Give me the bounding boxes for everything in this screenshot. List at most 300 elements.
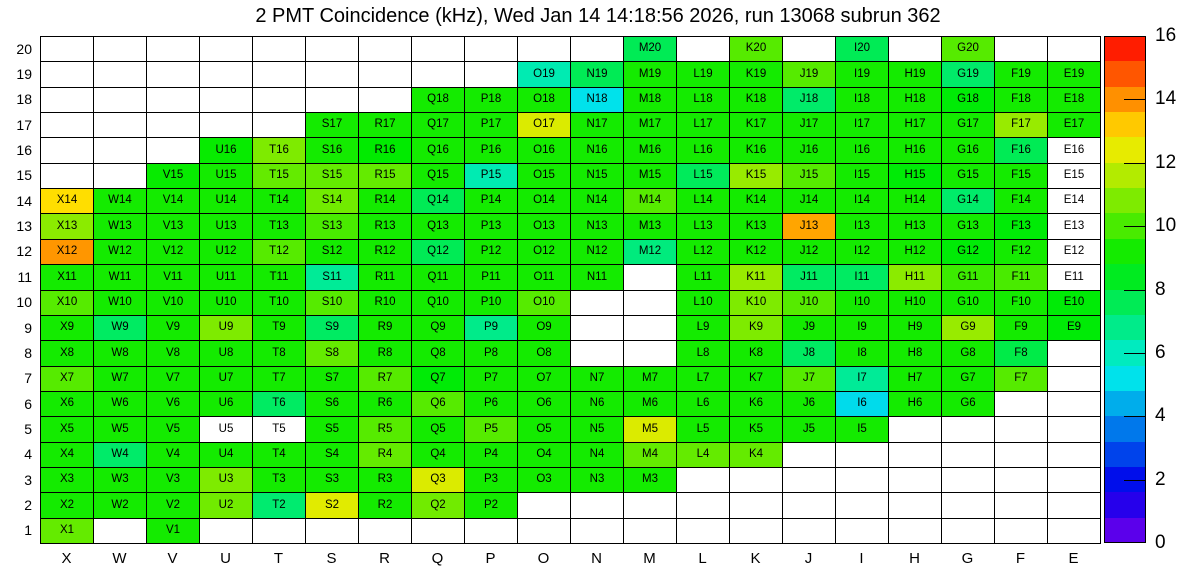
grid-cell-empty (358, 61, 412, 88)
cell-label: K16 (745, 143, 767, 156)
cell-label: O12 (533, 245, 555, 258)
grid-cell (146, 290, 200, 316)
cell-label: Q4 (430, 448, 446, 461)
cell-label: P17 (480, 118, 502, 131)
grid-cell-empty (199, 87, 253, 113)
colorbar-tick (1124, 99, 1146, 100)
grid-cell-empty (40, 112, 94, 138)
grid-cell (93, 391, 147, 417)
cell-label: H9 (907, 321, 923, 334)
cell-label: N5 (589, 422, 605, 435)
grid-cell (623, 112, 677, 138)
cell-label: X5 (59, 422, 75, 435)
column-label: V (167, 550, 178, 567)
grid-cell (199, 239, 253, 265)
cell-label: I18 (854, 93, 870, 106)
grid-cell (358, 290, 412, 316)
colorbar-tick-label: 14 (1155, 88, 1177, 110)
grid-cell (676, 416, 730, 443)
grid-cell (358, 213, 412, 240)
grid-cell-empty (782, 492, 836, 519)
grid-cell-empty (888, 36, 942, 62)
grid-cell (199, 163, 253, 189)
grid-cell (835, 416, 889, 443)
grid-cell (941, 264, 995, 291)
grid-cell-empty (888, 518, 942, 544)
cell-label: L10 (693, 296, 713, 309)
grid-cell (676, 366, 730, 392)
cell-label: V11 (163, 270, 183, 283)
grid-cell (676, 112, 730, 138)
grid-cell (570, 391, 624, 417)
grid-cell-empty (835, 518, 889, 544)
grid-cell (782, 315, 836, 341)
grid-cell (570, 442, 624, 468)
grid-cell (517, 213, 571, 240)
grid-cell (729, 239, 783, 265)
column-label: J (804, 550, 813, 567)
cell-label: T7 (272, 372, 286, 385)
grid-cell (358, 467, 412, 493)
grid-cell (411, 366, 465, 392)
cell-label: O16 (533, 143, 555, 156)
grid-cell (252, 467, 306, 493)
cell-label: S16 (321, 143, 343, 156)
grid-cell-empty (994, 36, 1048, 62)
cell-label: M12 (638, 245, 662, 258)
grid-cell (888, 188, 942, 214)
row-label: 1 (24, 522, 32, 539)
cell-label: P3 (483, 473, 499, 486)
grid-cell (411, 492, 465, 519)
grid-cell (1047, 61, 1101, 88)
cell-label: I17 (854, 118, 870, 131)
column-label: X (61, 550, 72, 567)
grid-cell (729, 340, 783, 367)
grid-cell (1047, 264, 1101, 291)
cell-label: J5 (802, 422, 816, 435)
cell-label: S9 (324, 321, 340, 334)
grid-cell-empty (676, 467, 730, 493)
grid-cell (146, 442, 200, 468)
grid-cell (305, 163, 359, 189)
cell-label: I6 (857, 397, 867, 410)
grid-cell (93, 239, 147, 265)
cell-label: J12 (799, 245, 819, 258)
cell-label: L9 (696, 321, 710, 334)
grid-cell (517, 61, 571, 88)
cell-label: P13 (480, 219, 502, 232)
grid-cell-empty (93, 87, 147, 113)
grid-cell (888, 391, 942, 417)
cell-label: M6 (642, 397, 658, 410)
grid-cell-empty (994, 391, 1048, 417)
cell-label: J14 (799, 194, 819, 207)
cell-label: P10 (480, 296, 502, 309)
cell-label: K12 (745, 245, 767, 258)
cell-label: R8 (377, 346, 393, 359)
cell-label: W9 (111, 321, 129, 334)
grid-cell (199, 213, 253, 240)
column-label: E (1068, 550, 1079, 567)
row-label: 10 (16, 294, 32, 311)
grid-cell-empty (623, 315, 677, 341)
grid-cell (570, 264, 624, 291)
colorbar-tick (1124, 36, 1146, 37)
row-label: 5 (24, 420, 32, 437)
grid-cell (676, 213, 730, 240)
column-label: M (643, 550, 656, 567)
grid-cell (1047, 112, 1101, 138)
grid-cell-empty (570, 518, 624, 544)
cell-label: V7 (165, 372, 181, 385)
grid-cell-empty (782, 442, 836, 468)
row-label: 14 (16, 192, 32, 209)
grid-cell (358, 188, 412, 214)
grid-cell (93, 315, 147, 341)
cell-label: H17 (904, 118, 926, 131)
cell-label: K15 (745, 169, 767, 182)
grid-cell (146, 213, 200, 240)
grid-cell (93, 492, 147, 519)
grid-cell-empty (676, 492, 730, 519)
grid-cell-empty (623, 264, 677, 291)
cell-label: I7 (857, 372, 867, 385)
cell-label: K8 (748, 346, 764, 359)
cell-label: P11 (481, 270, 501, 283)
cell-label: K10 (745, 296, 767, 309)
cell-label: K19 (745, 67, 767, 80)
grid-cell (729, 315, 783, 341)
grid-cell (994, 188, 1048, 214)
cell-label: L19 (693, 67, 713, 80)
grid-cell (411, 188, 465, 214)
cell-label: N18 (586, 93, 608, 106)
grid-cell (40, 340, 94, 367)
cell-label: W14 (108, 194, 132, 207)
column-label: I (859, 550, 864, 567)
grid-cell-empty (782, 518, 836, 544)
cell-label: H19 (904, 67, 926, 80)
grid-cell (146, 518, 200, 544)
cell-label: S7 (324, 372, 340, 385)
cell-label: X10 (56, 296, 78, 309)
grid-cell (835, 137, 889, 164)
cell-label: L16 (693, 143, 713, 156)
cell-label: M7 (642, 372, 658, 385)
cell-label: N3 (589, 473, 605, 486)
cell-label: I10 (854, 296, 870, 309)
cell-label: I9 (857, 321, 867, 334)
cell-label: R2 (377, 498, 393, 511)
column-label: U (220, 550, 231, 567)
colorbar-tick (1124, 353, 1146, 354)
cell-label: M3 (642, 473, 658, 486)
grid-cell-empty (146, 36, 200, 62)
grid-cell (1047, 290, 1101, 316)
grid-cell (40, 518, 94, 544)
cell-label: W4 (111, 448, 129, 461)
cell-label: Q9 (430, 321, 446, 334)
cell-label: G18 (957, 93, 979, 106)
grid-cell (305, 391, 359, 417)
grid-cell-empty (517, 492, 571, 519)
cell-label: O8 (536, 346, 552, 359)
cell-label: L14 (693, 194, 713, 207)
cell-label: U12 (215, 245, 237, 258)
grid-cell (888, 112, 942, 138)
cell-label: M14 (638, 194, 662, 207)
grid-cell-empty (994, 442, 1048, 468)
grid-cell-empty (676, 518, 730, 544)
cell-label: G10 (957, 296, 979, 309)
grid-cell-empty (358, 518, 412, 544)
grid-cell (517, 391, 571, 417)
column-label: L (698, 550, 707, 567)
grid-cell (252, 366, 306, 392)
cell-label: L11 (693, 270, 713, 283)
grid-cell (782, 137, 836, 164)
cell-label: W3 (111, 473, 129, 486)
grid-cell-empty (1047, 518, 1101, 544)
cell-label: J8 (802, 346, 816, 359)
grid-cell-empty (888, 416, 942, 443)
grid-cell (623, 188, 677, 214)
cell-label: G15 (957, 169, 979, 182)
grid-cell (464, 264, 518, 291)
cell-label: K9 (748, 321, 764, 334)
cell-label: W5 (111, 422, 129, 435)
grid-cell-empty (729, 518, 783, 544)
grid-cell (994, 112, 1048, 138)
grid-cell (570, 163, 624, 189)
cell-label: K14 (745, 194, 767, 207)
cell-label: W6 (111, 397, 129, 410)
grid-cell-empty (146, 112, 200, 138)
cell-label: G7 (960, 372, 976, 385)
grid-cell (517, 340, 571, 367)
grid-cell (994, 213, 1048, 240)
cell-label: V12 (162, 245, 184, 258)
grid-cell (623, 163, 677, 189)
cell-label: N19 (586, 67, 608, 80)
cell-label: K7 (748, 372, 764, 385)
cell-label: J10 (799, 296, 819, 309)
cell-label: K13 (745, 219, 767, 232)
grid-cell (517, 416, 571, 443)
cell-label: O19 (533, 67, 555, 80)
cell-label: T8 (272, 346, 286, 359)
grid-cell (835, 340, 889, 367)
grid-cell-empty (252, 87, 306, 113)
grid-cell (411, 315, 465, 341)
grid-cell (411, 290, 465, 316)
grid-cell (1047, 188, 1101, 214)
grid-cell (358, 163, 412, 189)
grid-cell (40, 416, 94, 443)
cell-label: T11 (269, 270, 289, 283)
cell-label: P9 (483, 321, 499, 334)
cell-label: I11 (854, 270, 870, 283)
cell-label: T12 (269, 245, 289, 258)
cell-label: R11 (374, 270, 396, 283)
grid-cell (93, 264, 147, 291)
cell-label: W7 (111, 372, 129, 385)
grid-cell (941, 391, 995, 417)
grid-cell (305, 290, 359, 316)
grid-cell (40, 492, 94, 519)
grid-cell (411, 340, 465, 367)
grid-cell (623, 36, 677, 62)
grid-cell (199, 137, 253, 164)
grid-cell (570, 239, 624, 265)
grid-cell-empty (305, 518, 359, 544)
cell-label: I20 (854, 42, 870, 55)
cell-label: Q3 (430, 473, 446, 486)
grid-cell (358, 416, 412, 443)
grid-cell-empty (570, 36, 624, 62)
grid-cell (782, 112, 836, 138)
cell-label: U16 (215, 143, 237, 156)
grid-cell-empty (146, 87, 200, 113)
grid-cell (146, 391, 200, 417)
cell-label: L15 (693, 169, 713, 182)
cell-label: V5 (165, 422, 181, 435)
grid-cell-empty (888, 492, 942, 519)
row-label: 17 (16, 116, 32, 133)
cell-label: U15 (215, 169, 237, 182)
grid-cell (888, 213, 942, 240)
cell-label: Q17 (427, 118, 449, 131)
cell-label: M20 (638, 42, 662, 55)
cell-label: H18 (904, 93, 926, 106)
grid-cell (40, 213, 94, 240)
cell-label: G6 (960, 397, 976, 410)
grid-cell (1047, 137, 1101, 164)
grid-cell-empty (358, 36, 412, 62)
cell-label: S5 (324, 422, 340, 435)
row-label: 18 (16, 91, 32, 108)
colorbar-tick (1124, 480, 1146, 481)
grid-cell (199, 340, 253, 367)
cell-label: P15 (480, 169, 502, 182)
cell-label: V6 (165, 397, 181, 410)
grid-cell (146, 492, 200, 519)
grid-cell (782, 61, 836, 88)
grid-cell (570, 467, 624, 493)
cell-label: E10 (1063, 296, 1085, 309)
cell-label: S13 (321, 219, 343, 232)
cell-label: L17 (693, 118, 713, 131)
cell-label: P4 (483, 448, 499, 461)
grid-cell (464, 442, 518, 468)
cell-label: U11 (215, 270, 237, 283)
grid-cell-empty (199, 112, 253, 138)
grid-cell (888, 87, 942, 113)
grid-cell (835, 87, 889, 113)
grid-cell (941, 340, 995, 367)
cell-label: V9 (165, 321, 181, 334)
row-label: 16 (16, 142, 32, 159)
grid-cell-empty (517, 518, 571, 544)
grid-cell (199, 366, 253, 392)
cell-label: H15 (904, 169, 926, 182)
chart-title: 2 PMT Coincidence (kHz), Wed Jan 14 14:18:56 2026, run 13068 subrun 362 (255, 5, 941, 27)
grid-cell (676, 137, 730, 164)
colorbar-tick-label: 6 (1155, 341, 1166, 363)
grid-cell (146, 315, 200, 341)
cell-label: N6 (589, 397, 605, 410)
cell-label: F9 (1014, 321, 1028, 334)
grid-cell (93, 442, 147, 468)
grid-cell (464, 416, 518, 443)
cell-label: I15 (854, 169, 870, 182)
grid-cell-empty (464, 518, 518, 544)
grid-cell (146, 264, 200, 291)
grid-cell (358, 137, 412, 164)
cell-label: L12 (693, 245, 713, 258)
grid-cell (358, 366, 412, 392)
grid-cell (941, 112, 995, 138)
grid-cell (517, 188, 571, 214)
grid-cell (676, 290, 730, 316)
cell-label: V2 (165, 498, 181, 511)
grid-cell (782, 416, 836, 443)
grid-cell (676, 163, 730, 189)
cell-label: S15 (321, 169, 343, 182)
grid-cell (994, 290, 1048, 316)
grid-cell (888, 366, 942, 392)
cell-label: M5 (642, 422, 658, 435)
cell-label: S2 (324, 498, 340, 511)
cell-label: O3 (536, 473, 552, 486)
cell-label: I8 (857, 346, 867, 359)
grid-cell (199, 315, 253, 341)
cell-label: K4 (748, 448, 764, 461)
cell-label: P7 (483, 372, 499, 385)
grid-cell-empty (146, 61, 200, 88)
grid-cell-empty (835, 467, 889, 493)
cell-label: O18 (533, 93, 555, 106)
grid-cell (464, 492, 518, 519)
cell-label: Q7 (430, 372, 446, 385)
grid-cell (40, 442, 94, 468)
cell-label: G13 (957, 219, 979, 232)
cell-label: R16 (374, 143, 396, 156)
cell-label: V4 (165, 448, 181, 461)
grid-cell (994, 366, 1048, 392)
cell-label: H11 (904, 270, 926, 283)
cell-label: J16 (799, 143, 819, 156)
cell-label: U14 (215, 194, 237, 207)
grid-cell (252, 391, 306, 417)
grid-cell (994, 340, 1048, 367)
grid-cell (570, 213, 624, 240)
grid-cell-empty (40, 87, 94, 113)
grid-cell-empty (199, 36, 253, 62)
cell-label: V3 (165, 473, 181, 486)
cell-label: F10 (1011, 296, 1031, 309)
cell-label: X8 (59, 346, 75, 359)
grid-cell (570, 137, 624, 164)
cell-label: O9 (536, 321, 552, 334)
cell-label: F8 (1014, 346, 1028, 359)
cell-label: E9 (1066, 321, 1082, 334)
grid-cell (199, 290, 253, 316)
cell-label: T9 (272, 321, 286, 334)
grid-cell (570, 87, 624, 113)
cell-label: X9 (59, 321, 75, 334)
